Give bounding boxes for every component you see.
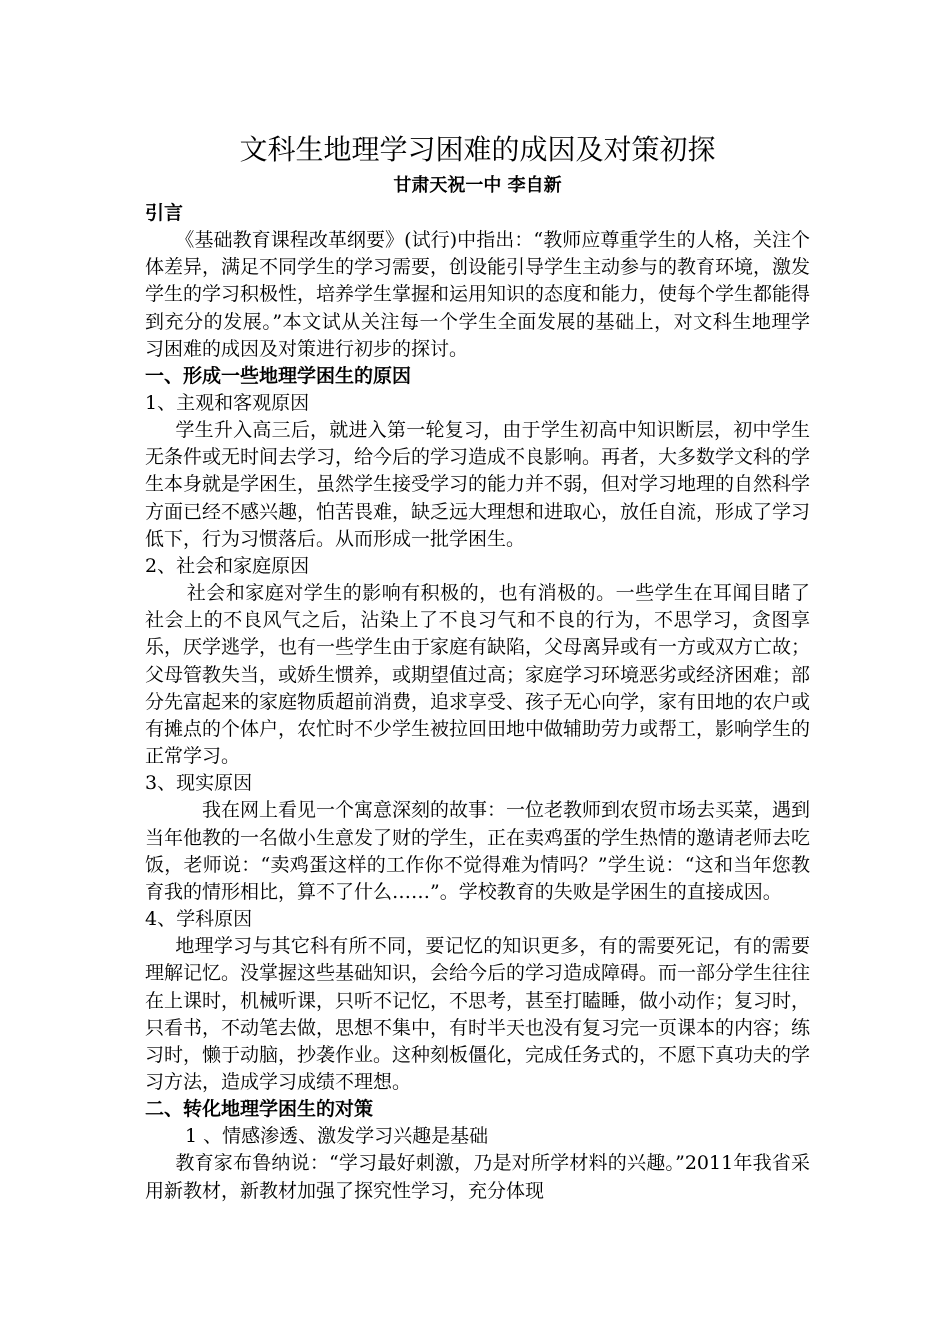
section1-heading: 一、形成一些地理学困生的原因 bbox=[145, 365, 412, 388]
subsection-1-3-paragraph: 我在网上看见一个寓意深刻的故事：一位老教师到农贸市场去买菜，遇到当年他教的一名做小生意发了财的学生，正在卖鸡蛋的学生热情的邀请老师去吃饭，老师说：“卖鸡蛋这样的工作你不觉得难为情吗？”学生说：“这和当年您教育我的情形相比，算不了什么……”。学校教育的失败是学困生的直接成因。 bbox=[145, 799, 811, 904]
subsection-1-4-paragraph: 地理学习与其它科有所不同，要记忆的知识更多，有的需要死记，有的需要理解记忆。没掌握这些基础知识，会给今后的学习造成障碍。而一部分学生往往在上课时，机械听课，只听不记忆，不思考，甚至打瞌睡，做小动作；复习时，只看书，不动笔去做，思想不集中，有时半天也没有复习完一页课本的内容；练习时，懒于动脑，抄袭作业。这种刻板僵化，完成任务式的，不愿下真功夫的学习方法，造成学习成绩不理想。 bbox=[145, 935, 811, 1094]
subsection-2-1-heading: 1 、情感渗透、激发学习兴趣是基础 bbox=[185, 1125, 489, 1148]
subsection-1-3-heading: 3、现实原因 bbox=[145, 772, 253, 795]
section2-heading: 二、转化地理学困生的对策 bbox=[145, 1098, 374, 1121]
subsection-1-1-paragraph: 学生升入高三后，就进入第一轮复习，由于学生初高中知识断层，初中学生无条件或无时间去学习，给今后的学习造成不良影响。再者，大多数学文科的学生本身就是学困生，虽然学生接受学习的能力并不弱，但对学习地理的自然科学方面已经不感兴趣，怕苦畏难，缺乏远大理想和进取心，放任自流，形成了学习低下，行为习惯落后。从而形成一批学困生。 bbox=[145, 419, 811, 550]
author-line: 甘肃天祝一中 李自新 bbox=[393, 175, 562, 196]
subsection-2-1-paragraph: 教育家布鲁纳说：“学习最好刺激，乃是对所学材料的兴趣。”2011年我省采用新教材，新教材加强了探究性学习，充分体现 bbox=[145, 1152, 810, 1202]
subsection-1-2-heading: 2、社会和家庭原因 bbox=[145, 555, 310, 578]
subsection-1-2-paragraph: 社会和家庭对学生的影响有积极的，也有消极的。一些学生在耳闻目睹了社会上的不良风气之后，沾染上了不良习气和不良的行为，不思学习，贪图享乐，厌学逃学，也有一些学生由于家庭有缺陷，父母离异或有一方或双方亡故；父母管教失当，或娇生惯养，或期望值过高；家庭学习环境恶劣或经济困难；部分先富起来的家庭物质超前消费，追求享受、孩子无心向学，家有田地的农户或有摊点的个体户，农忙时不少学生被拉回田地中做辅助劳力或帮工，影响学生的正常学习。 bbox=[145, 582, 811, 768]
subsection-1-4-heading: 4、学科原因 bbox=[145, 908, 253, 931]
subsection-1-1-heading: 1、主观和客观原因 bbox=[145, 392, 310, 415]
intro-heading: 引言 bbox=[145, 202, 184, 224]
document-title: 文科生地理学习困难的成因及对策初探 bbox=[239, 133, 716, 166]
document-body bbox=[145, 128, 810, 1205]
intro-paragraph: 《基础教育课程改革纲要》(试行)中指出：“教师应尊重学生的人格，关注个体差异，满足不同学生的学习需要，创设能引导学生主动参与的教育环境，激发学生的学习积极性，培养学生掌握和运用知识的态度和能力，使每个学生都能得到充分的发展。”本文试从关注每一个学生全面发展的基础上，对文科生地理学习困难的成因及对策进行初步的探讨。 bbox=[145, 229, 811, 360]
